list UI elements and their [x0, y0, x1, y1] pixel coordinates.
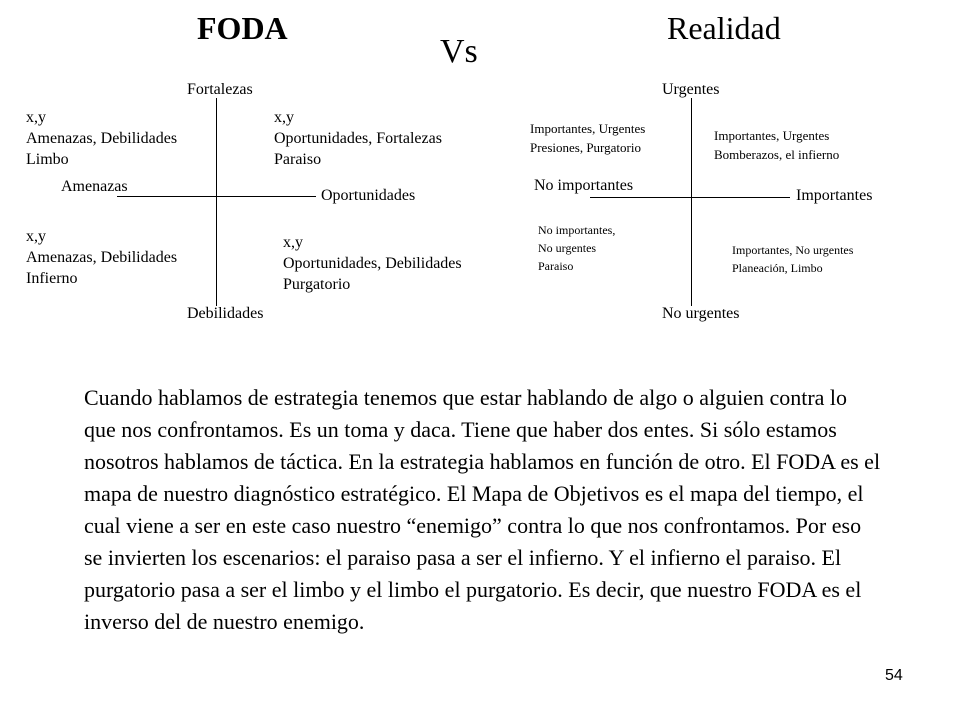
foda-axis-left: Amenazas [61, 178, 128, 195]
realidad-horizontal-axis [590, 197, 790, 198]
realidad-quadrant-bottom-right [732, 241, 853, 277]
quadrant-line: No importantes, [538, 223, 616, 237]
realidad-vertical-axis [691, 98, 692, 306]
quadrant-line: x,y [283, 234, 303, 251]
realidad-quadrant-top-left [530, 119, 645, 157]
quadrant-line: Importantes, Urgentes [714, 128, 830, 143]
realidad-quadrant-top-right [714, 126, 839, 164]
foda-horizontal-axis [117, 196, 316, 197]
quadrant-line: No urgentes [538, 241, 597, 255]
quadrant-line: Purgatorio [283, 276, 351, 293]
quadrant-line: Amenazas, Debilidades [26, 249, 178, 266]
quadrant-line: Bomberazos, el infierno [714, 147, 840, 162]
quadrant-line: x,y [26, 228, 46, 245]
foda-axis-top: Fortalezas [187, 81, 253, 98]
quadrant-line: Oportunidades, Debilidades [283, 255, 462, 272]
realidad-axis-right: Importantes [796, 187, 873, 204]
quadrant-line: x,y [274, 109, 294, 126]
foda-quadrant-top-right [274, 107, 442, 170]
realidad-axis-top: Urgentes [662, 81, 720, 98]
foda-axis-bottom: Debilidades [187, 305, 264, 322]
realidad-quadrant-bottom-left [538, 221, 615, 275]
quadrant-line: Paraiso [274, 151, 322, 168]
quadrant-line: Limbo [26, 151, 69, 168]
quadrant-line: Infierno [26, 270, 78, 287]
foda-axis-right: Oportunidades [321, 187, 416, 204]
quadrant-line: Amenazas, Debilidades [26, 130, 178, 147]
foda-vertical-axis [216, 98, 217, 306]
foda-quadrant-top-left [26, 107, 177, 170]
quadrant-line: Planeación, Limbo [732, 261, 823, 275]
realidad-title: Realidad [667, 10, 781, 46]
quadrant-line: Paraiso [538, 259, 574, 273]
quadrant-line: Importantes, Urgentes [530, 121, 646, 136]
quadrant-line: x,y [26, 109, 46, 126]
page-number: 54 [885, 667, 903, 684]
vs-label: Vs [440, 33, 478, 70]
foda-quadrant-bottom-right [283, 232, 462, 295]
foda-title: FODA [197, 10, 288, 46]
realidad-axis-left: No importantes [534, 177, 634, 194]
quadrant-line: Importantes, No urgentes [732, 243, 854, 257]
quadrant-line: Presiones, Purgatorio [530, 140, 641, 155]
quadrant-line: Oportunidades, Fortalezas [274, 130, 442, 147]
foda-quadrant-bottom-left [26, 226, 177, 289]
realidad-axis-bottom: No urgentes [662, 305, 740, 322]
explanation-paragraph: Cuando hablamos de estrategia tenemos que estar hablando de algo o alguien contra lo que nos confrontamos. Es un toma y daca. Tiene que haber dos entes. Si sólo estamos nosotros hablamos de táctica. En la estrategia hablamos en función de otro. El FODA es el mapa de nuestro diagnóstico estratégico. El Mapa de Objetivos es el mapa del tiempo, el cual viene a ser en este caso nuestro “enemigo” contra lo que nos confrontamos. Por eso se invierten los escenarios: el paraiso pasa a ser el infierno. Y el infierno el paraiso. El purgatorio pasa a ser el limbo y el limbo el purgatorio. Es decir, que nuestro FODA es el inverso del de nuestro enemigo. [84, 385, 881, 634]
